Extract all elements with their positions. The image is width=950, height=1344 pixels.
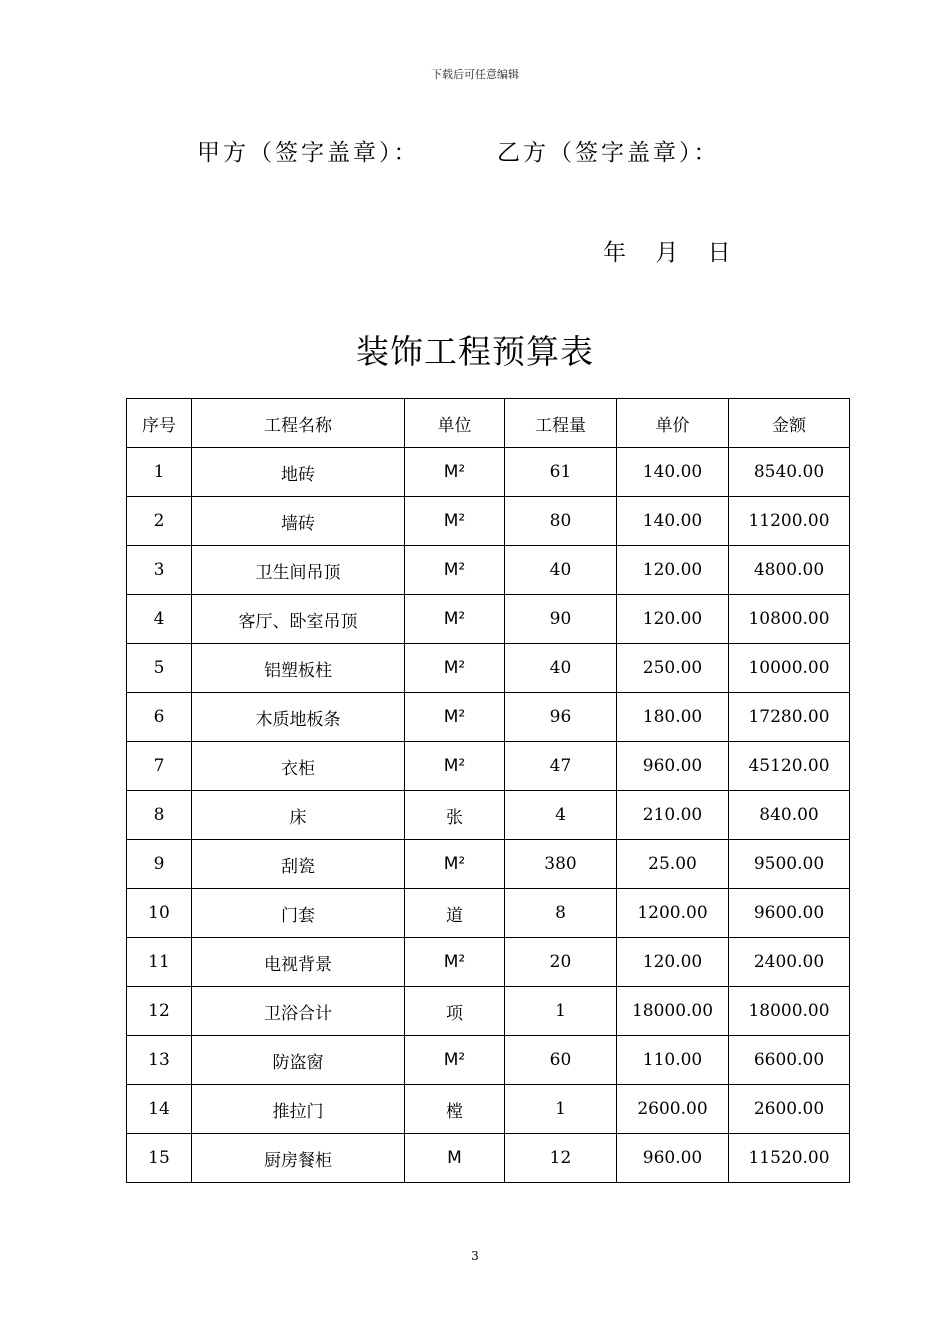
- header-quantity: 工程量: [505, 399, 617, 448]
- cell-unit: M²: [405, 742, 505, 791]
- table-row: [127, 1036, 850, 1085]
- cell-item-name: 门套: [192, 889, 405, 938]
- cell-item-name: 床: [192, 791, 405, 840]
- cell-index: 4: [127, 595, 192, 644]
- cell-index: 14: [127, 1085, 192, 1134]
- cell-quantity: 61: [505, 448, 617, 497]
- cell-quantity: 40: [505, 644, 617, 693]
- table-row: [127, 497, 850, 546]
- cell-quantity: 12: [505, 1134, 617, 1183]
- cell-unit-price: 140.00: [617, 448, 729, 497]
- table-row: [127, 1085, 850, 1134]
- cell-unit: M: [405, 1134, 505, 1183]
- cell-quantity: 90: [505, 595, 617, 644]
- cell-unit-price: 120.00: [617, 938, 729, 987]
- cell-item-name: 客厅、卧室吊顶: [192, 595, 405, 644]
- table-row: [127, 546, 850, 595]
- cell-index: 3: [127, 546, 192, 595]
- cell-index: 10: [127, 889, 192, 938]
- cell-quantity: 1: [505, 1085, 617, 1134]
- cell-amount: 10800.00: [729, 595, 850, 644]
- table-row: [127, 840, 850, 889]
- cell-unit: 张: [405, 791, 505, 840]
- cell-unit: M²: [405, 497, 505, 546]
- page-number: 3: [471, 1249, 479, 1263]
- cell-item-name: 衣柜: [192, 742, 405, 791]
- table-row: [127, 791, 850, 840]
- date-line: [603, 234, 753, 267]
- table-row: [127, 595, 850, 644]
- cell-amount: 9600.00: [729, 889, 850, 938]
- cell-index: 13: [127, 1036, 192, 1085]
- cell-amount: 17280.00: [729, 693, 850, 742]
- cell-index: 6: [127, 693, 192, 742]
- cell-unit-price: 18000.00: [617, 987, 729, 1036]
- cell-unit-price: 120.00: [617, 546, 729, 595]
- table-header-row: [127, 399, 850, 448]
- cell-unit: M²: [405, 1036, 505, 1085]
- cell-index: 1: [127, 448, 192, 497]
- cell-index: 11: [127, 938, 192, 987]
- cell-quantity: 60: [505, 1036, 617, 1085]
- party-a-signature-label: 甲方（签字盖章）：: [197, 140, 420, 166]
- cell-amount: 11520.00: [729, 1134, 850, 1183]
- cell-unit: M²: [405, 546, 505, 595]
- cell-amount: 9500.00: [729, 840, 850, 889]
- table-row: [127, 987, 850, 1036]
- table-row: [127, 644, 850, 693]
- header-index: 序号: [127, 399, 192, 448]
- cell-quantity: 8: [505, 889, 617, 938]
- cell-unit-price: 140.00: [617, 497, 729, 546]
- cell-item-name: 防盗窗: [192, 1036, 405, 1085]
- header-note: 下载后可任意编辑: [431, 68, 519, 81]
- header-amount: 金额: [729, 399, 850, 448]
- cell-item-name: 铝塑板柱: [192, 644, 405, 693]
- cell-item-name: 刮瓷: [192, 840, 405, 889]
- date-month-label: 月: [655, 240, 679, 266]
- cell-unit-price: 25.00: [617, 840, 729, 889]
- date-year-label: 年: [603, 240, 626, 266]
- cell-index: 12: [127, 987, 192, 1036]
- cell-item-name: 卫生间吊顶: [192, 546, 405, 595]
- cell-item-name: 厨房餐柜: [192, 1134, 405, 1183]
- cell-amount: 2600.00: [729, 1085, 850, 1134]
- cell-unit-price: 180.00: [617, 693, 729, 742]
- table-row: [127, 889, 850, 938]
- table-row: [127, 693, 850, 742]
- table-row: [127, 448, 850, 497]
- cell-item-name: 地砖: [192, 448, 405, 497]
- cell-amount: 2400.00: [729, 938, 850, 987]
- cell-amount: 8540.00: [729, 448, 850, 497]
- cell-amount: 4800.00: [729, 546, 850, 595]
- cell-quantity: 1: [505, 987, 617, 1036]
- cell-quantity: 4: [505, 791, 617, 840]
- cell-index: 7: [127, 742, 192, 791]
- cell-index: 9: [127, 840, 192, 889]
- cell-unit-price: 960.00: [617, 1134, 729, 1183]
- cell-unit: M²: [405, 693, 505, 742]
- cell-unit-price: 120.00: [617, 595, 729, 644]
- cell-unit: 道: [405, 889, 505, 938]
- cell-quantity: 47: [505, 742, 617, 791]
- cell-unit-price: 960.00: [617, 742, 729, 791]
- cell-unit: M²: [405, 644, 505, 693]
- cell-item-name: 墙砖: [192, 497, 405, 546]
- cell-amount: 11200.00: [729, 497, 850, 546]
- cell-unit: M²: [405, 448, 505, 497]
- cell-unit: 项: [405, 987, 505, 1036]
- cell-unit-price: 210.00: [617, 791, 729, 840]
- cell-item-name: 电视背景: [192, 938, 405, 987]
- cell-unit-price: 2600.00: [617, 1085, 729, 1134]
- cell-amount: 6600.00: [729, 1036, 850, 1085]
- cell-index: 15: [127, 1134, 192, 1183]
- cell-quantity: 96: [505, 693, 617, 742]
- cell-quantity: 20: [505, 938, 617, 987]
- budget-table: [126, 398, 850, 1183]
- cell-amount: 10000.00: [729, 644, 850, 693]
- cell-index: 5: [127, 644, 192, 693]
- cell-quantity: 40: [505, 546, 617, 595]
- header-unit-price: 单价: [617, 399, 729, 448]
- table-row: [127, 938, 850, 987]
- cell-item-name: 推拉门: [192, 1085, 405, 1134]
- header-unit: 单位: [405, 399, 505, 448]
- party-b-signature-label: 乙方（签字盖章）：: [497, 140, 720, 166]
- table-row: [127, 742, 850, 791]
- header-item-name: 工程名称: [192, 399, 405, 448]
- cell-item-name: 木质地板条: [192, 693, 405, 742]
- cell-index: 2: [127, 497, 192, 546]
- cell-amount: 840.00: [729, 791, 850, 840]
- cell-unit-price: 1200.00: [617, 889, 729, 938]
- cell-quantity: 380: [505, 840, 617, 889]
- cell-amount: 18000.00: [729, 987, 850, 1036]
- document-title: 装饰工程预算表: [356, 332, 594, 371]
- cell-unit-price: 110.00: [617, 1036, 729, 1085]
- cell-amount: 45120.00: [729, 742, 850, 791]
- cell-quantity: 80: [505, 497, 617, 546]
- cell-unit: 樘: [405, 1085, 505, 1134]
- cell-unit: M²: [405, 595, 505, 644]
- date-day-label: 日: [707, 240, 731, 266]
- table-row: [127, 1134, 850, 1183]
- cell-unit: M²: [405, 840, 505, 889]
- cell-unit-price: 250.00: [617, 644, 729, 693]
- cell-item-name: 卫浴合计: [192, 987, 405, 1036]
- cell-unit: M²: [405, 938, 505, 987]
- cell-index: 8: [127, 791, 192, 840]
